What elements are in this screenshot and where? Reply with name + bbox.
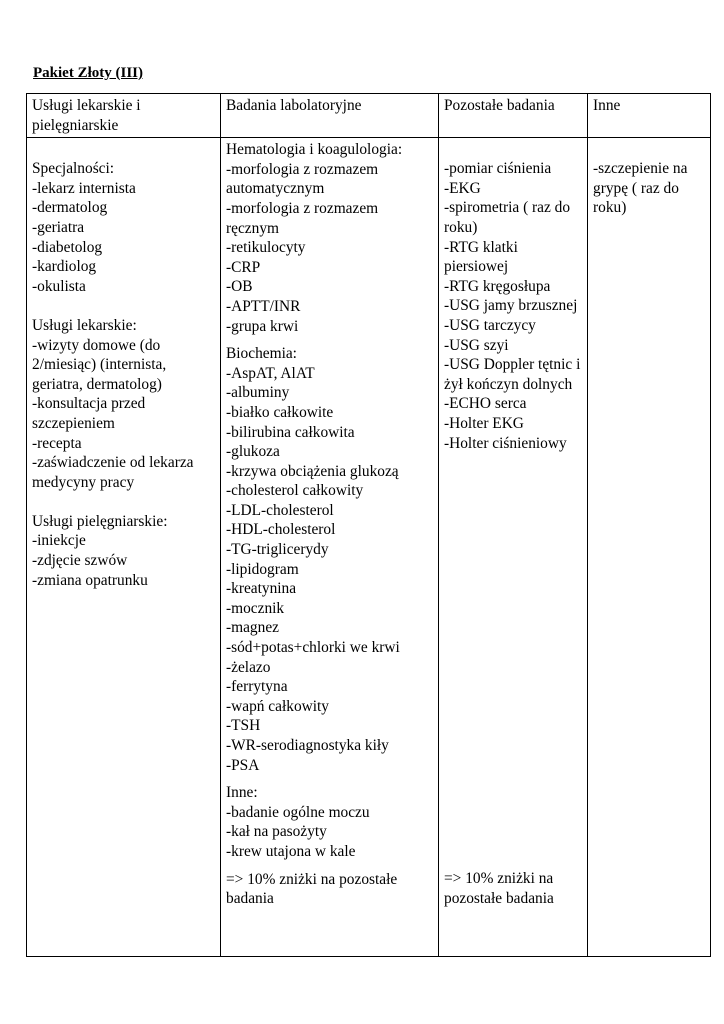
list-item: -retikulocyty (226, 239, 306, 257)
list-item: -TSH (226, 717, 261, 735)
list-item: -ECHO serca (444, 395, 527, 413)
cell-medical-nursing-services (27, 138, 221, 957)
list-item: -cholesterol całkowity (226, 482, 364, 500)
list-item: -Holter EKG (444, 414, 524, 432)
list-item: -zdjęcie szwów (32, 552, 128, 570)
list-item: -TG-triglicerydy (226, 541, 329, 559)
list-item: -kreatynina (226, 580, 297, 598)
list-item: -EKG (444, 179, 481, 197)
specialties-label: Specjalności: (32, 160, 115, 178)
list-item: -WR-serodiagnostyka kiły (226, 737, 389, 754)
list-item: -recepta (32, 434, 82, 452)
list-item: -glukoza (226, 443, 280, 461)
list-item: -kał na pasożyty (226, 823, 327, 841)
list-item: -OB (226, 278, 253, 296)
page-title: Pakiet Złoty (III) (33, 65, 143, 81)
list-item: -wizyty domowe (do 2/miesiąc) (internista, geriatra, dermatolog) (32, 336, 167, 393)
list-item: -bilirubina całkowita (226, 423, 355, 441)
header-row (27, 94, 711, 138)
other-tests-list (444, 159, 582, 453)
list-item: -spirometria ( raz do roku) (444, 199, 571, 236)
list-item: -dermatolog (32, 199, 108, 217)
nursing-services-list (32, 531, 215, 590)
list-item: -kardiolog (32, 258, 97, 276)
hematology-label: Hematologia i koagulologia: (226, 141, 403, 159)
list-item: -HDL-cholesterol (226, 521, 336, 539)
medical-services-group (32, 316, 215, 492)
other-lab-list (226, 803, 433, 862)
list-item: -USG Doppler tętnic i żył kończyn dolnych (444, 356, 581, 393)
list-item: -AspAT, AlAT (226, 364, 315, 382)
list-item: -USG szyi (444, 336, 509, 354)
medical-services-list (32, 336, 215, 493)
hematology-group (226, 140, 433, 336)
list-item: -RTG klatki piersiowej (444, 238, 518, 276)
nursing-services-label: Usługi pielęgniarskie: (32, 512, 168, 530)
list-item: -pomiar ciśnienia (444, 160, 552, 178)
list-item: -badanie ogólne moczu (226, 803, 370, 821)
biochemistry-list (226, 364, 433, 775)
lab-discount-note: => 10% zniżki na pozostałe badania (226, 870, 398, 908)
list-item: -albuminy (226, 384, 290, 402)
list-item: -krzywa obciążenia glukozą (226, 462, 399, 480)
other-lab-label: Inne: (226, 784, 258, 802)
list-item: -mocznik (226, 599, 285, 617)
package-table (26, 93, 711, 957)
header-medical-nursing-services: Usługi lekarskie i pielęgniarskie (27, 94, 221, 138)
specialties-group (32, 159, 215, 296)
specialties-list (32, 179, 215, 297)
list-item: -APTT/INR (226, 297, 301, 315)
list-item: -żelazo (226, 658, 271, 676)
list-item: -ferrytyna (226, 678, 288, 696)
list-item: -sód+potas+chlorki we krwi (226, 639, 400, 657)
list-item: -RTG kręgosłupa (444, 277, 551, 295)
biochemistry-label: Biochemia: (226, 345, 297, 363)
cell-laboratory-tests (221, 138, 439, 957)
list-item: -szczepienie na grypę ( raz do roku) (593, 160, 688, 217)
list-item: -wapń całkowity (226, 697, 330, 715)
list-item: -Holter ciśnieniowy (444, 434, 567, 452)
list-item: -zaświadczenie od lekarza medycyny pracy (32, 454, 194, 491)
list-item: -lekarz internista (32, 179, 136, 197)
header-laboratory-tests: Badania labolatoryjne (221, 94, 439, 138)
list-item: -diabetolog (32, 238, 103, 256)
list-item: -geriatra (32, 218, 85, 236)
list-item: -USG jamy brzusznej (444, 297, 578, 315)
list-item: -USG tarczycy (444, 316, 536, 334)
header-other-tests: Pozostałe badania (439, 94, 588, 138)
hematology-list (226, 160, 433, 336)
other-list (593, 159, 705, 218)
list-item: -krew utajona w kale (226, 842, 356, 860)
header-other: Inne (588, 94, 711, 138)
list-item: -LDL-cholesterol (226, 501, 334, 519)
list-item: -CRP (226, 258, 261, 276)
list-item: -iniekcje (32, 532, 86, 550)
list-item: -białko całkowite (226, 403, 334, 421)
nursing-services-group (32, 512, 215, 590)
list-item: -okulista (32, 277, 86, 295)
cell-other-tests (439, 138, 588, 957)
list-item: -grupa krwi (226, 317, 299, 335)
list-item: -magnez (226, 619, 279, 637)
list-item: -PSA (226, 756, 260, 774)
other-tests-discount-note: => 10% zniżki na pozostałe badania (444, 870, 554, 907)
other-lab-group (226, 783, 433, 861)
cell-other (588, 138, 711, 957)
list-item: -lipidogram (226, 560, 299, 578)
list-item: -zmiana opatrunku (32, 571, 148, 589)
content-row (27, 138, 711, 957)
medical-services-label: Usługi lekarskie: (32, 316, 137, 334)
list-item: -morfologia z rozmazem ręcznym (226, 199, 379, 237)
list-item: -konsultacja przed szczepieniem (32, 395, 146, 432)
biochemistry-group (226, 344, 433, 775)
list-item: -morfologia z rozmazem automatycznym (226, 160, 379, 198)
